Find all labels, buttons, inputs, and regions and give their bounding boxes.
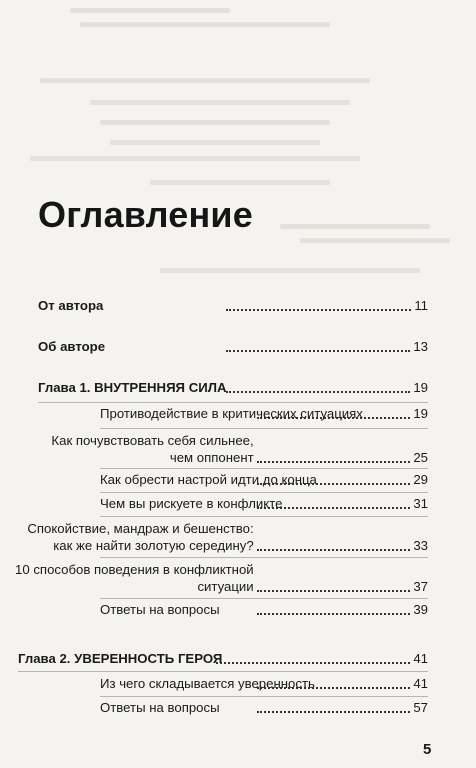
toc-page-number: 41 [413, 676, 429, 691]
toc-page-number: 11 [414, 298, 429, 313]
section-divider [100, 598, 428, 599]
toc-entry-section[interactable] [100, 601, 428, 618]
section-divider [100, 468, 428, 469]
toc-entry-chapter-2[interactable] [18, 650, 428, 667]
toc-page-number: 19 [413, 406, 429, 421]
leader-dots [257, 686, 411, 689]
chapter-prefix: Глава 2. [18, 651, 75, 666]
leader-dots [257, 482, 411, 485]
toc-page-number: 13 [413, 339, 429, 354]
section-divider [100, 516, 428, 517]
leader-dots [226, 349, 411, 352]
toc-entry-from-author[interactable] [38, 297, 428, 314]
toc-entry-label-line1: Как почувствовать себя сильнее, [51, 433, 254, 448]
leader-dots [257, 460, 411, 463]
toc-entry-section[interactable] [100, 405, 428, 422]
toc-page-number: 41 [413, 651, 429, 666]
toc-entry-section[interactable] [51, 432, 429, 466]
leader-dots [257, 506, 411, 509]
page-number-folio: 5 [423, 741, 432, 758]
leader-dots [257, 589, 411, 592]
toc-entry-label: Из чего складывается уверенность [100, 676, 315, 691]
toc-page-number: 37 [413, 579, 429, 594]
toc-entry-label: Об авторе [38, 339, 106, 354]
toc-entry-section[interactable] [100, 675, 428, 692]
toc-entry-section[interactable] [100, 471, 428, 488]
section-divider [100, 696, 428, 697]
toc-entry-label-line1: 10 способов поведения в конфликтной [15, 562, 254, 577]
toc-entry-label: Чем вы рискуете в конфликте [100, 496, 283, 511]
toc-page-number: 33 [413, 538, 429, 553]
toc-entry-chapter-1[interactable] [38, 379, 428, 396]
toc-entry-label: Как обрести настрой идти до конца [100, 472, 317, 487]
toc-page-number: 25 [413, 450, 429, 465]
toc-page-number: 31 [413, 496, 429, 511]
toc-page-number: 39 [413, 602, 429, 617]
chapter-divider [18, 671, 428, 672]
toc-entry-label: От автора [38, 298, 104, 313]
section-divider [100, 492, 428, 493]
toc-entry-label: Ответы на вопросы [100, 700, 220, 715]
toc-entry-label-line2: чем оппонент [169, 450, 254, 465]
leader-dots [226, 390, 411, 393]
toc-entry-label: УВЕРЕННОСТЬ ГЕРОЯ [74, 651, 223, 666]
page-title: Оглавление [38, 194, 253, 235]
leader-dots [257, 416, 411, 419]
section-divider [100, 557, 428, 558]
toc-entry-label-line2: ситуации [197, 579, 254, 594]
chapter-divider [38, 402, 428, 403]
toc-entry-label: Ответы на вопросы [100, 602, 220, 617]
leader-dots [257, 710, 411, 713]
chapter-prefix: Глава 1. [38, 380, 95, 395]
toc-page-number: 57 [413, 700, 429, 715]
leader-dots [257, 548, 411, 551]
toc-entry-label-line2: как же найти золотую середину? [53, 538, 254, 553]
toc-entry-section[interactable] [100, 495, 428, 512]
toc-page-number: 19 [413, 380, 429, 395]
toc-entry-label: Противодействие в критических ситуациях [100, 406, 363, 421]
leader-dots [257, 612, 411, 615]
toc-entry-section[interactable] [27, 520, 429, 554]
toc-entry-section[interactable] [15, 561, 429, 595]
leader-dots [216, 661, 411, 664]
toc-page-number: 29 [413, 472, 429, 487]
section-divider [100, 428, 428, 429]
toc-entry-label-line1: Спокойствие, мандраж и бешенство: [27, 521, 254, 536]
toc-entry-section[interactable] [100, 699, 428, 716]
leader-dots [226, 308, 411, 311]
toc-entry-label: ВНУТРЕННЯЯ СИЛА [94, 380, 227, 395]
toc-entry-about-author[interactable] [38, 338, 428, 355]
